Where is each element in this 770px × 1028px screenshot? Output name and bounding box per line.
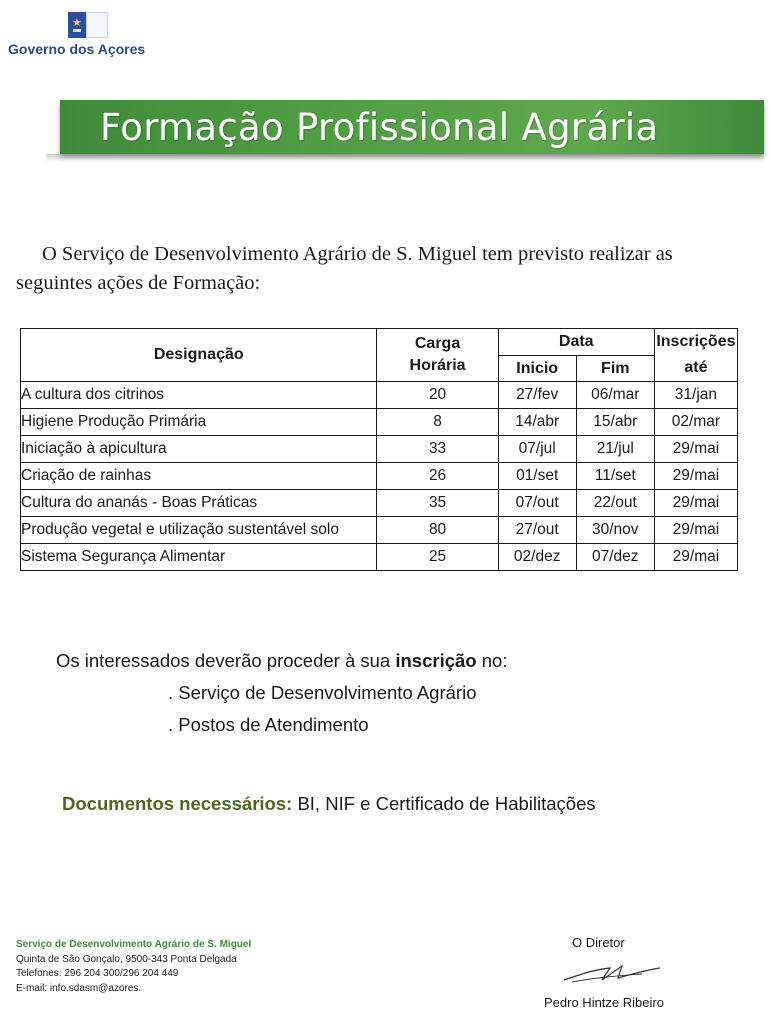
course-registration-until: 29/mai <box>654 463 737 490</box>
course-name: Cultura do ananás - Boas Práticas <box>21 490 377 517</box>
course-name: A cultura dos citrinos <box>21 382 377 409</box>
footer-org-name: Serviço de Desenvolvimento Agrário de S. Miguel <box>16 939 252 950</box>
course-hours: 26 <box>377 463 498 490</box>
course-registration-until: 31/jan <box>654 382 737 409</box>
course-end: 21/jul <box>576 436 654 463</box>
course-hours: 35 <box>377 490 498 517</box>
course-hours: 8 <box>377 409 498 436</box>
course-registration-until: 29/mai <box>654 517 737 544</box>
course-start: 14/abr <box>498 409 576 436</box>
courses-table <box>20 328 738 571</box>
header-carga-line2: Horária <box>409 357 466 374</box>
governo-acores-logo <box>8 10 158 62</box>
header-carga-horaria <box>377 329 498 382</box>
registration-text-after: no: <box>476 650 508 671</box>
registration-location: . Postos de Atendimento <box>168 714 369 735</box>
course-end: 07/dez <box>576 544 654 571</box>
course-hours: 80 <box>377 517 498 544</box>
table-row <box>21 436 738 463</box>
header-fim: Fim <box>576 356 654 382</box>
table-row <box>21 517 738 544</box>
header-inicio: Inicio <box>498 356 576 382</box>
course-registration-until: 29/mai <box>654 436 737 463</box>
course-start: 27/out <box>498 517 576 544</box>
course-hours: 33 <box>377 436 498 463</box>
course-registration-until: 29/mai <box>654 544 737 571</box>
registration-note <box>56 645 507 741</box>
table-row <box>21 463 738 490</box>
footer-phones: Telefones: 296 204 300/296 204 449 <box>16 968 179 979</box>
banner-shadow <box>46 154 764 162</box>
header-data: Data <box>498 329 654 356</box>
course-end: 15/abr <box>576 409 654 436</box>
course-start: 27/fev <box>498 382 576 409</box>
footer-address: Quinta de São Gonçalo, 9500-343 Ponta Delgada <box>16 953 237 965</box>
course-name: Iniciação à apicultura <box>21 436 377 463</box>
handwritten-signature <box>562 960 662 986</box>
registration-bold-word: inscrição <box>395 650 477 671</box>
course-start: 07/out <box>498 490 576 517</box>
course-name: Sistema Segurança Alimentar <box>21 544 377 571</box>
course-start: 07/jul <box>498 436 576 463</box>
table-row <box>21 409 738 436</box>
course-end: 22/out <box>576 490 654 517</box>
flag-white-band <box>86 12 108 38</box>
required-documents <box>62 793 596 815</box>
title-banner <box>60 100 764 154</box>
table-row <box>21 382 738 409</box>
intro-line-1: O Serviço de Desenvolvimento Agrário de S. Miguel tem previsto realizar as <box>42 243 673 265</box>
page-title: Formação Profissional Agrária <box>100 106 659 149</box>
registration-text-before: Os interessados deverão proceder à sua <box>56 650 396 671</box>
course-hours: 25 <box>377 544 498 571</box>
star-icon: ★ <box>72 17 82 29</box>
course-hours: 20 <box>377 382 498 409</box>
course-end: 11/set <box>576 463 654 490</box>
course-start: 02/dez <box>498 544 576 571</box>
header-inscricoes <box>654 329 737 382</box>
header-inscricoes-line1: Inscrições <box>656 333 736 350</box>
course-registration-until: 29/mai <box>654 490 737 517</box>
registration-location: . Serviço de Desenvolvimento Agrário <box>168 682 477 703</box>
course-name: Higiene Produção Primária <box>21 409 377 436</box>
course-end: 06/mar <box>576 382 654 409</box>
course-start: 01/set <box>498 463 576 490</box>
footer-email: E-mail: info.sdasm@azores. <box>16 982 142 994</box>
intro-paragraph <box>16 240 736 298</box>
footer-contacts <box>16 938 251 996</box>
signature-title: O Diretor <box>572 935 625 950</box>
course-name: Produção vegetal e utilização sustentável solo <box>21 517 377 544</box>
course-registration-until: 02/mar <box>654 409 737 436</box>
header-carga-line1: Carga <box>414 335 461 352</box>
azores-flag-icon <box>68 12 108 38</box>
intro-line-2: seguintes ações de Formação: <box>16 272 261 294</box>
registration-text <box>56 650 507 671</box>
header-designacao: Designação <box>21 329 377 382</box>
flag-blue-band <box>68 12 86 38</box>
bird-icon <box>73 29 81 32</box>
course-name: Criação de rainhas <box>21 463 377 490</box>
course-end: 30/nov <box>576 517 654 544</box>
required-documents-value: BI, NIF e Certificado de Habilitações <box>292 793 596 814</box>
table-row <box>21 490 738 517</box>
required-documents-label: Documentos necessários: <box>62 793 293 814</box>
government-name: Governo dos Açores <box>8 41 146 57</box>
signature-name: Pedro Hintze Ribeiro <box>544 995 664 1010</box>
table-row <box>21 544 738 571</box>
header-inscricoes-line2: até <box>684 359 708 376</box>
